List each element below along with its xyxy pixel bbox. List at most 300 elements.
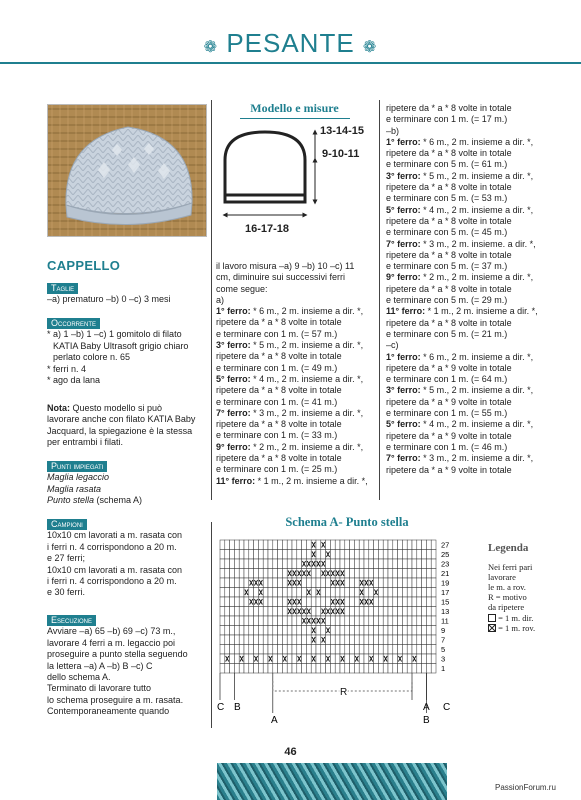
chart-cell	[388, 559, 393, 569]
chart-cell	[234, 578, 239, 588]
stitch-chart-grid	[217, 538, 479, 728]
esecuzione-text: lo schema proseguire a m. rasata.	[47, 694, 184, 705]
esecuzione-text: lavorare 4 ferri a m. legaccio poi	[47, 637, 176, 648]
row-text: * 4 m., 2 m. insieme a dir. *,	[250, 373, 364, 384]
height-total-label: 13-14-15	[320, 125, 365, 137]
chart-cell	[407, 559, 412, 569]
chart-cell	[278, 569, 283, 579]
instruction-text: come segue:	[216, 283, 268, 294]
chart-cell	[412, 550, 417, 560]
chart-cell	[422, 616, 427, 626]
chart-cell	[412, 607, 417, 617]
chart-cell	[268, 550, 273, 560]
chart-cell	[302, 635, 307, 645]
chart-cell	[388, 635, 393, 645]
chart-cell	[239, 635, 244, 645]
list-item: (schema A)	[94, 495, 143, 506]
instruction-line	[216, 397, 379, 408]
taglie-section	[47, 283, 207, 306]
row-text: ripetere da * a * 8 volte in totale	[386, 148, 512, 159]
chart-cell	[345, 616, 350, 626]
chart-cell	[225, 578, 230, 588]
chart-cell	[273, 616, 278, 626]
chart-cell	[268, 626, 273, 636]
chart-cell	[388, 540, 393, 550]
chart-cell	[249, 635, 254, 645]
chart-cell	[374, 559, 379, 569]
chart-cell	[263, 626, 268, 636]
legend-item	[488, 613, 568, 623]
hat-diagram	[215, 120, 375, 250]
chart-cell	[230, 664, 235, 674]
chart-cell	[398, 597, 403, 607]
chart-cell	[239, 664, 244, 674]
chart-cell	[306, 626, 311, 636]
chart-cell	[254, 559, 259, 569]
chart-cell	[369, 607, 374, 617]
instruction-line	[216, 476, 379, 487]
chart-cell	[412, 616, 417, 626]
chart-cell	[263, 569, 268, 579]
chart-cell	[374, 540, 379, 550]
chart-marker-label: C	[217, 702, 225, 713]
chart-cell	[431, 616, 436, 626]
chart-cell	[258, 540, 263, 550]
chart-cell	[422, 626, 427, 636]
chart-cell	[383, 664, 388, 674]
chart-cell	[340, 588, 345, 598]
chart-cell	[402, 654, 407, 664]
instruction-line	[216, 306, 379, 317]
chart-cell	[220, 569, 225, 579]
chart-cell	[345, 559, 350, 569]
chart-cell	[249, 616, 254, 626]
chart-cell	[268, 569, 273, 579]
chart-cell	[225, 569, 230, 579]
chart-cell	[220, 559, 225, 569]
chart-cell	[321, 654, 326, 664]
chart-cell	[234, 550, 239, 560]
chart-cell	[378, 654, 383, 664]
chart-cell	[354, 645, 359, 655]
chart-cell	[369, 664, 374, 674]
instruction-line	[386, 329, 556, 340]
instruction-line	[216, 464, 379, 475]
chart-cell	[326, 635, 331, 645]
chart-cell	[417, 626, 422, 636]
nota-text: Questo modello si può	[70, 403, 163, 413]
chart-cell	[393, 569, 398, 579]
list-item: Maglia legaccio	[47, 472, 110, 483]
row-text: ripetere da * a * 9 volte in totale	[386, 430, 512, 441]
chart-cell	[388, 588, 393, 598]
chart-cell	[244, 607, 249, 617]
chart-cell	[326, 588, 331, 598]
chart-cell	[431, 654, 436, 664]
chart-cell	[378, 569, 383, 579]
chart-cell	[273, 635, 278, 645]
width-label: 16-17-18	[245, 223, 290, 235]
chart-cell	[402, 588, 407, 598]
chart-cell	[426, 559, 431, 569]
row-label: 3° ferro:	[386, 170, 421, 181]
row-text: e terminare con 5 m. (= 21 m.)	[386, 328, 508, 339]
chart-cell	[239, 626, 244, 636]
chart-cell	[402, 569, 407, 579]
instruction-line	[216, 453, 379, 464]
chart-cell	[345, 597, 350, 607]
chart-cell	[407, 588, 412, 598]
instruction-line	[386, 419, 556, 430]
chart-cell	[402, 664, 407, 674]
esecuzione-section	[47, 615, 207, 718]
chart-cell	[398, 607, 403, 617]
chart-row-label: 17	[441, 588, 450, 597]
chart-cell	[383, 635, 388, 645]
instruction-line	[386, 442, 556, 453]
chart-cell	[354, 550, 359, 560]
hat-photo	[47, 104, 207, 237]
chart-cell	[340, 550, 345, 560]
chart-cell	[402, 550, 407, 560]
chart-cell	[282, 559, 287, 569]
chart-cell	[239, 597, 244, 607]
middle-column	[216, 261, 379, 487]
list-item: KATIA Baby Ultrasoft grigio chiaro	[53, 340, 189, 351]
chart-cell	[417, 540, 422, 550]
chart-cell	[326, 597, 331, 607]
chart-cell	[225, 607, 230, 617]
chart-cell	[220, 588, 225, 598]
chart-cell	[422, 550, 427, 560]
chart-cell	[316, 645, 321, 655]
row-text: * 3 m., 2 m. insieme a dir. *,	[420, 453, 534, 464]
chart-cell	[234, 588, 239, 598]
chart-cell	[258, 569, 263, 579]
chart-cell	[359, 569, 364, 579]
chart-cell	[340, 540, 345, 550]
chart-cell	[364, 550, 369, 560]
row-label: 1° ferro:	[386, 136, 421, 147]
chart-cell	[340, 645, 345, 655]
chart-cell	[350, 664, 355, 674]
chart-cell	[426, 635, 431, 645]
chart-cell	[225, 664, 230, 674]
chart-cell	[350, 578, 355, 588]
chart-cell	[239, 578, 244, 588]
chart-cell	[388, 645, 393, 655]
row-text: e terminare con 5 m. (= 45 m.)	[386, 227, 508, 238]
instruction-line	[386, 227, 556, 238]
instruction-line	[386, 397, 556, 408]
row-text: e terminare con 1 m. (= 41 m.)	[216, 396, 338, 407]
chart-cell	[268, 559, 273, 569]
chart-cell	[407, 597, 412, 607]
chart-cell	[292, 654, 297, 664]
chart-cell	[278, 597, 283, 607]
chart-cell	[398, 540, 403, 550]
chart-cell	[234, 540, 239, 550]
chart-row-label: 15	[441, 597, 450, 607]
chart-cell	[335, 550, 340, 560]
chart-cell	[350, 616, 355, 626]
chart-cell	[422, 559, 427, 569]
nota-label: Nota:	[47, 403, 70, 413]
chart-cell	[311, 597, 316, 607]
chart-cell	[335, 616, 340, 626]
nota-text: lavorare anche con filato KATIA Baby	[47, 414, 196, 425]
chart-row-label: 11	[441, 616, 449, 626]
chart-row-label: 3	[441, 654, 446, 664]
instruction-line	[386, 216, 556, 227]
chart-cell	[316, 654, 321, 664]
chart-cell	[302, 550, 307, 560]
chart-cell	[422, 635, 427, 645]
chart-cell	[244, 540, 249, 550]
chart-cell	[254, 635, 259, 645]
row-text: * 3 m., 2 m. insieme. a dir. *,	[420, 238, 536, 249]
chart-cell	[316, 626, 321, 636]
chart-cell	[249, 626, 254, 636]
chart-cell	[306, 550, 311, 560]
chart-cell	[426, 654, 431, 664]
right-column	[386, 103, 556, 476]
chart-cell	[278, 616, 283, 626]
chart-cell	[278, 626, 283, 636]
instruction-line	[386, 408, 556, 419]
chart-cell	[340, 616, 345, 626]
chart-cell	[258, 645, 263, 655]
chart-cell	[412, 664, 417, 674]
chart-cell	[263, 540, 268, 550]
chart-cell	[302, 588, 307, 598]
chart-cell	[244, 578, 249, 588]
row-text: e terminare con 1 m. (= 64 m.)	[386, 374, 508, 385]
row-text: * 6 m., 2 m. insieme a dir. *,	[420, 136, 534, 147]
row-text: ripetere da * a * 8 volte in totale	[386, 317, 512, 328]
chart-cell	[354, 540, 359, 550]
chart-cell	[306, 597, 311, 607]
chart-cell	[364, 664, 369, 674]
row-label: 7° ferro:	[386, 453, 421, 464]
chart-cell	[383, 550, 388, 560]
chart-cell	[417, 597, 422, 607]
chart-cell	[388, 597, 393, 607]
chart-cell	[268, 597, 273, 607]
campioni-text: 10x10 cm lavorati a m. rasata con	[47, 530, 183, 541]
chart-cell	[378, 578, 383, 588]
esecuzione-text: Contemporaneamente quando	[47, 706, 170, 717]
row-text: * 2 m., 2 m. insieme a dir. *,	[420, 272, 534, 283]
nota-section	[47, 403, 207, 449]
instruction-text: ripetere da * a * 8 volte in totale	[386, 103, 512, 113]
chart-cell	[417, 664, 422, 674]
chart-cell	[321, 597, 326, 607]
chart-cell	[268, 664, 273, 674]
section-heading: Taglie	[47, 283, 78, 294]
esecuzione-text: dello schema A.	[47, 672, 111, 683]
chart-cell	[311, 645, 316, 655]
row-text: ripetere da * a * 8 volte in totale	[216, 351, 342, 362]
chart-cell	[326, 559, 331, 569]
chart-cell	[244, 616, 249, 626]
row-label: 1° ferro:	[216, 306, 251, 317]
chart-cell	[268, 540, 273, 550]
chart-cell	[273, 550, 278, 560]
page-title: PESANTE	[226, 28, 355, 58]
chart-cell	[426, 664, 431, 674]
chart-cell	[378, 550, 383, 560]
chart-cell	[354, 607, 359, 617]
chart-cell	[220, 616, 225, 626]
chart-cell	[393, 654, 398, 664]
chart-cell	[268, 588, 273, 598]
chart-cell	[249, 569, 254, 579]
row-text: * 4 m., 2 m. insieme a dir. *,	[420, 419, 534, 430]
chart-cell	[292, 540, 297, 550]
instruction-line	[216, 317, 379, 328]
list-item: Punto stella	[47, 495, 95, 506]
legend-title: Legenda	[488, 542, 529, 554]
chart-cell	[374, 616, 379, 626]
chart-cell	[350, 654, 355, 664]
chart-cell	[220, 578, 225, 588]
chart-cell	[263, 578, 268, 588]
chart-cell	[263, 635, 268, 645]
chart-cell	[354, 626, 359, 636]
campioni-text: 10x10 cm lavorati a m. rasata con	[47, 564, 183, 575]
chart-cell	[393, 559, 398, 569]
chart-cell	[225, 645, 230, 655]
chart-cell	[268, 635, 273, 645]
chart-cell	[244, 635, 249, 645]
chart-cell	[422, 569, 427, 579]
row-text: * 5 m., 2 m. insieme a dir. *,	[420, 170, 534, 181]
chart-cell	[287, 550, 292, 560]
instruction-text: cm, diminuire sui successivi ferri	[216, 272, 346, 283]
chart-cell	[398, 559, 403, 569]
chart-cell	[364, 588, 369, 598]
chart-cell	[230, 588, 235, 598]
chart-cell	[383, 559, 388, 569]
chart-cell	[330, 626, 335, 636]
chart-cell	[374, 635, 379, 645]
chart-cell	[249, 559, 254, 569]
chart-row-label: 5	[441, 645, 446, 654]
chart-cell	[311, 588, 316, 598]
row-text: ripetere da * a * 9 volte in totale	[386, 464, 512, 475]
instruction-line	[386, 374, 556, 385]
chart-cell	[398, 645, 403, 655]
chart-cell	[369, 559, 374, 569]
row-text: * 3 m., 2 m. insieme a dir. *,	[250, 407, 364, 418]
row-label: 1° ferro:	[386, 351, 421, 362]
chart-cell	[335, 540, 340, 550]
chart-cell	[393, 664, 398, 674]
chart-cell	[326, 645, 331, 655]
chart-cell	[239, 559, 244, 569]
chart-cell	[225, 635, 230, 645]
chart-cell	[258, 635, 263, 645]
page-header	[0, 28, 581, 59]
chart-cell	[378, 635, 383, 645]
chart-cell	[326, 578, 331, 588]
chart-cell	[263, 664, 268, 674]
chart-cell	[278, 578, 283, 588]
row-text: e terminare con 1 m. (= 55 m.)	[386, 408, 508, 419]
page-number: 46	[284, 746, 297, 758]
instruction-line	[386, 137, 556, 148]
chart-cell	[306, 635, 311, 645]
chart-cell	[316, 578, 321, 588]
chart-cell	[326, 664, 331, 674]
row-text: * 1 m., 2 m. insieme a dir. *,	[255, 475, 368, 486]
chart-cell	[220, 654, 225, 664]
chart-cell	[431, 607, 436, 617]
chart-cell	[321, 626, 326, 636]
empty-square-icon	[488, 614, 496, 622]
chart-cell	[225, 540, 230, 550]
chart-cell	[426, 588, 431, 598]
chart-cell	[273, 578, 278, 588]
chart-cell	[422, 664, 427, 674]
chart-cell	[311, 664, 316, 674]
chart-cell	[340, 626, 345, 636]
chart-cell	[244, 559, 249, 569]
chart-cell	[306, 578, 311, 588]
instruction-line	[216, 442, 379, 453]
chart-cell	[426, 540, 431, 550]
chart-cell	[287, 626, 292, 636]
chart-cell	[330, 588, 335, 598]
chart-cell	[374, 664, 379, 674]
chart-row-label: 7	[441, 635, 446, 645]
chart-cell	[350, 645, 355, 655]
row-text: * 4 m., 2 m. insieme a dir. *,	[420, 204, 534, 215]
chart-cell	[306, 654, 311, 664]
modello-title: Modello e misure	[250, 101, 339, 115]
chart-cell	[398, 664, 403, 674]
chart-cell	[364, 559, 369, 569]
chart-cell	[258, 616, 263, 626]
chart-cell	[234, 607, 239, 617]
chart-cell	[393, 645, 398, 655]
chart-cell	[249, 645, 254, 655]
chart-cell	[345, 664, 350, 674]
chart-cell	[273, 607, 278, 617]
chart-cell	[417, 559, 422, 569]
punti-section	[47, 461, 207, 507]
chart-cell	[431, 559, 436, 569]
chart-cell	[412, 540, 417, 550]
instruction-line	[216, 385, 379, 396]
chart-cell	[402, 597, 407, 607]
chart-cell	[422, 654, 427, 664]
instruction-line	[386, 465, 556, 476]
chart-cell	[282, 607, 287, 617]
chart-cell	[354, 569, 359, 579]
instruction-line	[386, 272, 556, 283]
chart-cell	[354, 578, 359, 588]
chart-cell	[422, 597, 427, 607]
chart-cell	[412, 559, 417, 569]
instruction-line	[216, 374, 379, 385]
instruction-text: e terminare con 1 m. (= 17 m.)	[386, 114, 508, 125]
chart-cell	[330, 550, 335, 560]
row-text: * 5 m., 2 m. insieme a dir. *,	[250, 340, 364, 351]
chart-cell	[306, 664, 311, 674]
chart-row-label: 25	[441, 550, 450, 559]
